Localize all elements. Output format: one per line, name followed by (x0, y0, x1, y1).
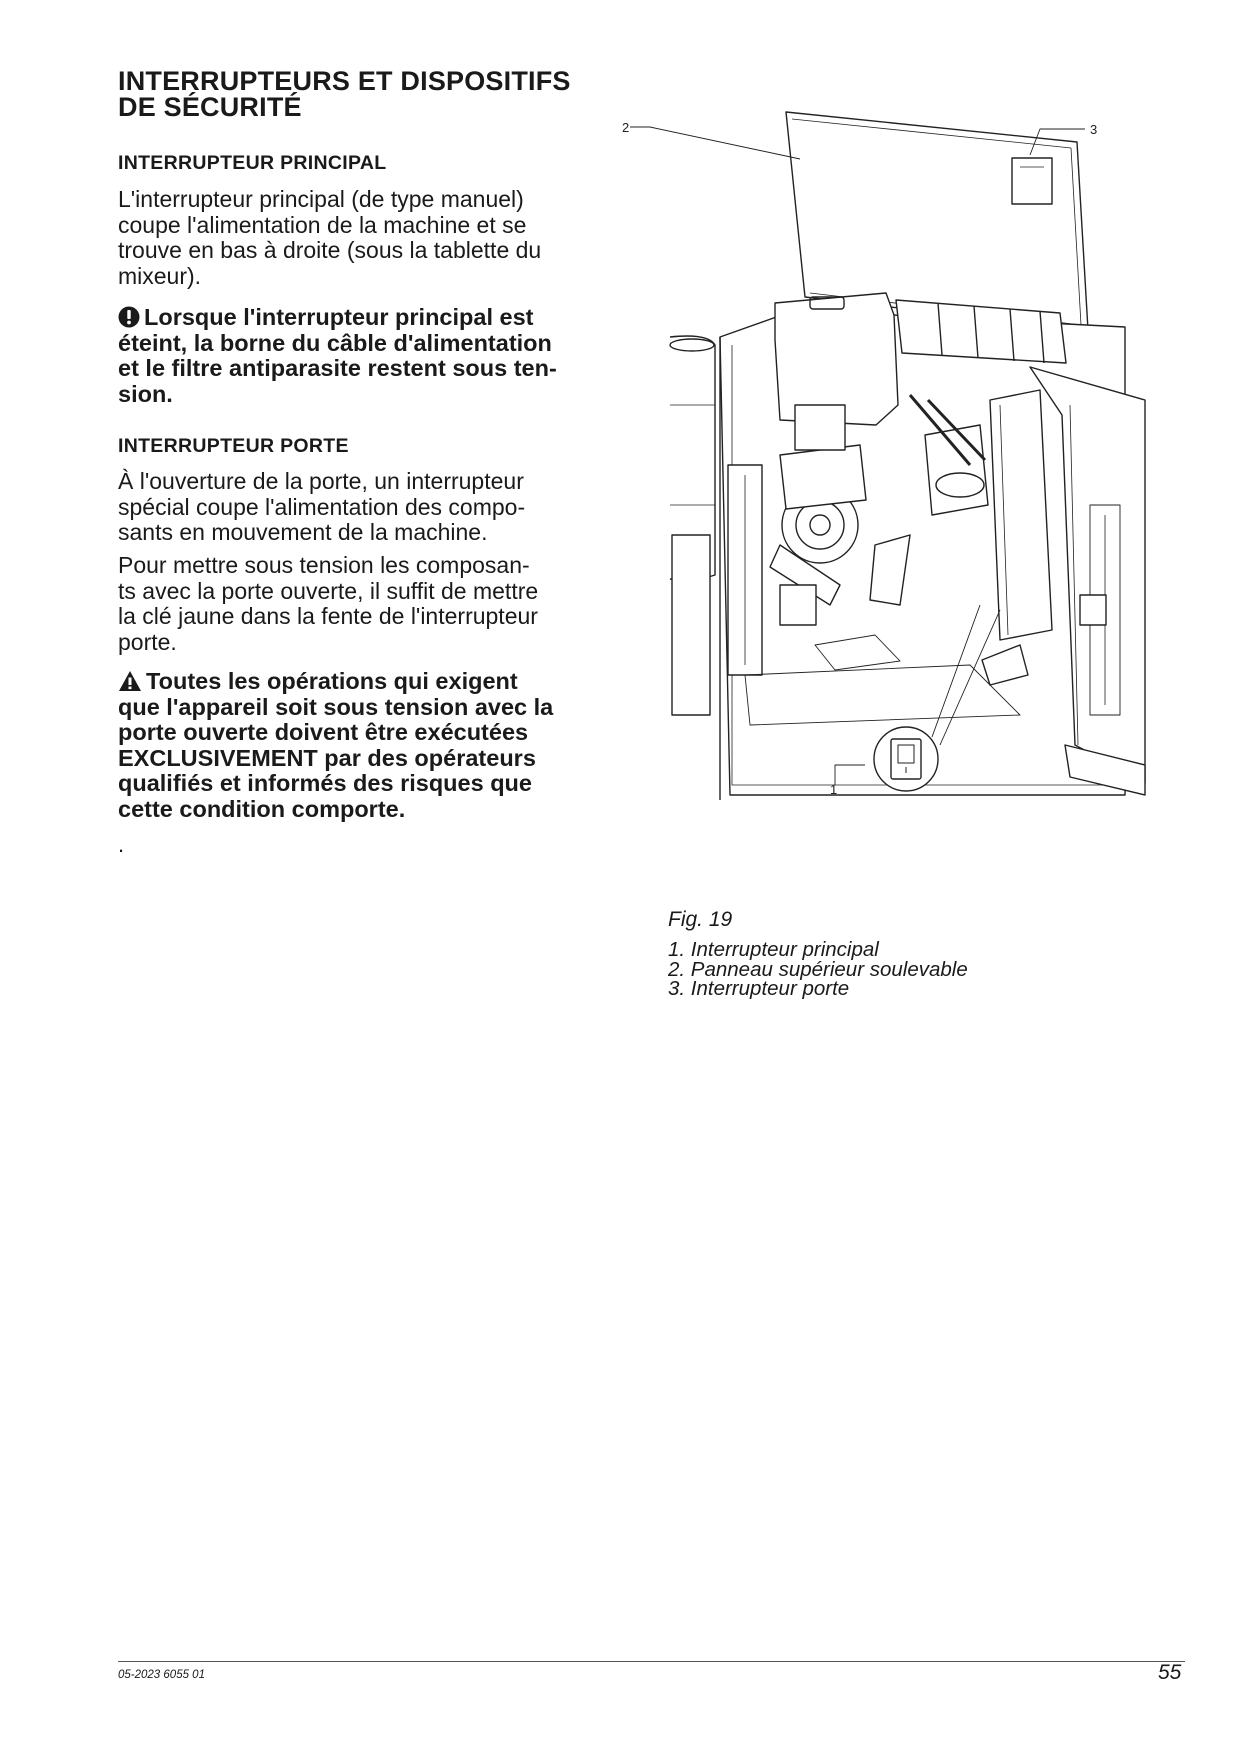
machine-illustration (622, 105, 1145, 905)
warning-line: Lorsque l'interrupteur principal est (144, 304, 534, 330)
warning-line: sion. (118, 380, 173, 407)
title-line-2: DE SÉCURITÉ (118, 92, 302, 122)
text-line: trouve en bas à droite (sous la tablette du (118, 237, 542, 263)
callout-3: 3 (1090, 122, 1098, 137)
legend-item: 1. Interrupteur principal (668, 938, 879, 961)
main-switch-warning (118, 305, 648, 407)
text-line: mixeur). (118, 262, 202, 289)
warning-line: qualifiés et informés des risques que (118, 770, 532, 796)
text-line: spécial coupe l'alimentation des compo- (118, 493, 526, 520)
door-switch-paragraph-1 (118, 469, 638, 546)
warning-line: porte ouverte doivent être exécutées (118, 719, 529, 745)
machine-drawing (622, 105, 1145, 905)
warning-line: Toutes les opérations qui exigent (146, 668, 518, 694)
warning-line: EXCLUSIVEMENT par des opérateurs (118, 744, 536, 771)
callout-2: 2 (622, 120, 630, 135)
warning-line: cette condition comporte. (118, 795, 406, 822)
main-switch-paragraph (118, 187, 638, 289)
page-title (118, 68, 678, 120)
text-line: sants en mouvement de la machine. (118, 519, 488, 545)
text-line: Pour mettre sous tension les composan- (118, 552, 530, 578)
title-line-1: INTERRUPTEURS ET DISPOSITIFS (118, 66, 571, 96)
text-line: porte. (118, 628, 177, 655)
door-switch-warning (118, 669, 648, 822)
exclamation-circle-icon (118, 306, 140, 328)
text-line: L'interrupteur principal (de type manuel) (118, 186, 524, 212)
footer-divider (118, 1661, 1185, 1662)
door-switch-paragraph-2 (118, 553, 638, 655)
heading-door-switch: INTERRUPTEUR PORTE (118, 435, 349, 457)
figure-legend (668, 940, 968, 999)
legend-item: 3. Interrupteur porte (668, 977, 850, 1000)
figure-caption: Fig. 19 (668, 908, 733, 931)
warning-line: et le filtre antiparasite restent sous ten- (118, 355, 557, 381)
heading-main-switch: INTERRUPTEUR PRINCIPAL (118, 152, 387, 174)
text-line: coupe l'alimentation de la machine et se (118, 211, 527, 238)
legend-item: 2. Panneau supérieur soulevable (668, 957, 968, 981)
trailing-dot: . (118, 832, 125, 857)
document-code: 05-2023 6055 01 (118, 1669, 205, 1681)
warning-line: que l'appareil soit sous tension avec la (118, 693, 554, 720)
page-number: 55 (1158, 1661, 1182, 1684)
callout-1: 1 (830, 782, 838, 797)
warning-line: éteint, la borne du câble d'alimentation (118, 329, 552, 356)
text-line: la clé jaune dans la fente de l'interrupteur (118, 603, 538, 629)
text-line: À l'ouverture de la porte, un interrupteur (118, 468, 524, 494)
text-line: ts avec la porte ouverte, il suffit de mettre (118, 577, 539, 604)
warning-triangle-icon (118, 670, 142, 692)
